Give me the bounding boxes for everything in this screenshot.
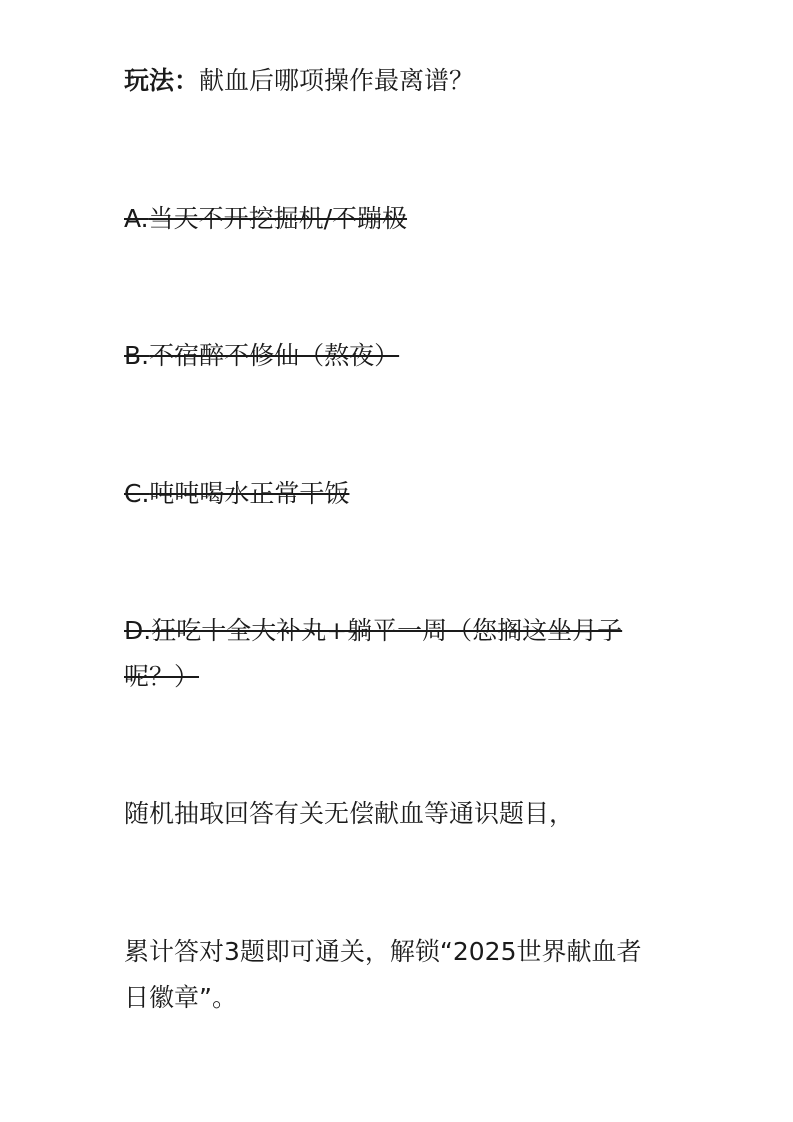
option-a (124, 203, 407, 235)
option-b (124, 340, 399, 372)
option-b-letter: B. (124, 341, 150, 370)
option-d-text: 狂吃十全大补丸+躺平一周（您搁这坐月子 (151, 616, 623, 645)
option-d-letter: D. (124, 616, 152, 645)
option-d-text-line2: 呢？） (124, 662, 200, 691)
note-unlock-line1: 累计答对3题即可通关，解锁“2025世界献血者 (124, 937, 642, 966)
option-a-letter: A. (124, 204, 149, 233)
option-a-text: 当天不开挖掘机/不蹦极 (148, 204, 408, 233)
page-title (124, 65, 474, 97)
title-label: 玩法： (124, 66, 200, 95)
option-c (124, 478, 349, 510)
option-d (124, 615, 622, 647)
note-random-questions: 随机抽取回答有关无偿献血等通识题目， (124, 799, 575, 828)
option-c-text: 吨吨喝水正常干饭 (149, 479, 350, 508)
option-c-letter: C. (124, 479, 150, 508)
title-question: 献血后哪项操作最离谱？ (199, 66, 475, 95)
option-b-text: 不宿醉不修仙（熬夜） (149, 341, 400, 370)
note-unlock-line2: 日徽章”。 (124, 983, 237, 1012)
option-d-continued (124, 661, 199, 693)
